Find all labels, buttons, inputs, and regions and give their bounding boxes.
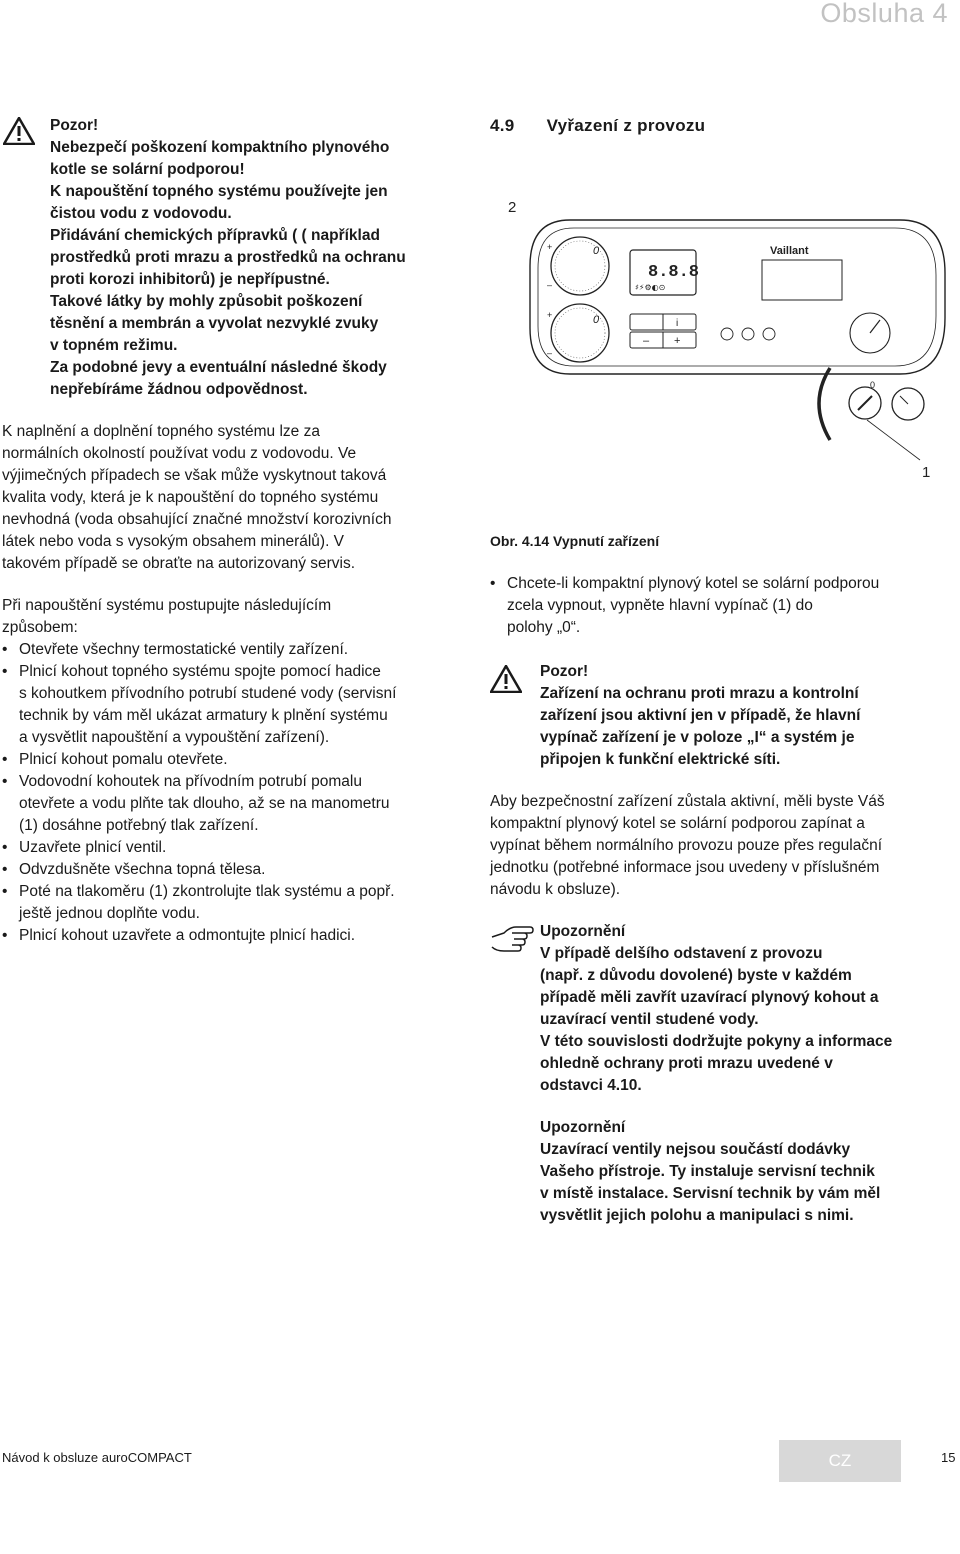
text-line: kompaktní plynový kotel se solární podporou zapínat a — [490, 815, 865, 832]
text-line: s kohoutkem přívodního potrubí studené vody (servisní — [19, 685, 397, 702]
list-item — [2, 639, 477, 661]
text-line: ještě jednou doplňte vodu. — [19, 905, 200, 922]
section-number: 4.9 — [490, 116, 515, 135]
warning-line: nepřebíráme žádnou odpovědnost. — [50, 381, 308, 398]
text-line: výjimečných případech se však může vyskytnout taková — [2, 467, 387, 484]
note-valves — [540, 1117, 958, 1227]
list-item — [2, 837, 477, 859]
text-line: způsobem: — [2, 619, 78, 636]
warning-line: Za podobné jevy a eventuální následné škody — [50, 359, 387, 376]
text-line: • Uzavřete plnicí ventil. — [19, 839, 167, 856]
section-heading — [490, 116, 705, 136]
svg-text:+: + — [547, 242, 553, 252]
page-number: 15 — [941, 1450, 956, 1465]
list-item — [2, 661, 477, 749]
warning-icon — [490, 665, 522, 693]
warning-title: Pozor! — [50, 117, 99, 134]
svg-text:0: 0 — [593, 245, 600, 257]
pointing-hand-icon — [490, 923, 534, 953]
chapter-title: Obsluha 4 — [820, 0, 948, 28]
warning-line: Takové látky by mohly způsobit poškození — [50, 293, 363, 310]
warning-block — [50, 115, 470, 401]
procedure-list — [2, 639, 477, 947]
text-line: takovém případě se obraťte na autorizovaný servis. — [2, 555, 356, 572]
footer-manual-title: Návod k obsluze auroCOMPACT — [2, 1450, 192, 1465]
text-line: jednotku (potřebné informace jsou uvedeny v příslušném — [490, 859, 880, 876]
warning-line: čistou vodu z vodovodu. — [50, 205, 232, 222]
svg-text:♯⚡⚙◐⊙: ♯⚡⚙◐⊙ — [635, 283, 666, 292]
warning-icon — [3, 117, 35, 145]
text-line: kvalita vody, která je k napouštění do topného systému — [2, 489, 379, 506]
warning-line: prostředků proti mrazu a prostředků na ochranu — [50, 249, 406, 266]
note-line: Vašeho přístroje. Ty instaluje servisní technik — [540, 1163, 875, 1180]
figure-caption: Obr. 4.14 Vypnutí zařízení — [490, 533, 660, 549]
text-line: vypínat během normálního provozu pouze přes regulační — [490, 837, 883, 854]
svg-text:–: – — [547, 348, 553, 358]
note-line: V této souvislosti dodržujte pokyny a informace — [540, 1033, 893, 1050]
note-line: V případě delšího odstavení z provozu — [540, 945, 823, 962]
text-line: • Plnicí kohout uzavřete a odmontujte plnicí hadici. — [19, 927, 356, 944]
svg-text:–: – — [643, 335, 650, 347]
text-line: K naplnění a doplnění topného systému lze za — [2, 423, 320, 440]
callout-1: 1 — [922, 464, 931, 481]
list-item — [2, 925, 477, 947]
note-title: Upozornění — [540, 923, 626, 940]
warning-line: těsnění a membrán a vyvolat nezvyklé zvuky — [50, 315, 379, 332]
warning-line: Přidávání chemických přípravků ( ( například — [50, 227, 380, 244]
text-line: polohy „0“. — [507, 619, 581, 636]
warning-line: Nebezpečí poškození kompaktního plynového — [50, 139, 390, 156]
text-line: Při napouštění systému postupujte následujícím — [2, 597, 332, 614]
text-line: • Chcete-li kompaktní plynový kotel se solární podporou — [507, 575, 880, 592]
svg-text:Vaillant: Vaillant — [770, 245, 809, 257]
svg-text:8.8.8: 8.8.8 — [648, 263, 700, 282]
note-title: Upozornění — [540, 1119, 626, 1136]
svg-text:0: 0 — [593, 314, 600, 326]
note-line: (např. z důvodu dovolené) byste v každém — [540, 967, 852, 984]
text-line: • Odvzdušněte všechna topná tělesa. — [19, 861, 266, 878]
text-line: normálních okolností používat vodu z vodovodu. Ve — [2, 445, 357, 462]
warning-title: Pozor! — [540, 663, 589, 680]
text-line: • Plnicí kohout topného systému spojte pomocí hadice — [19, 663, 381, 680]
note-line: případě měli zavřít uzavírací plynový kohout a — [540, 989, 879, 1006]
text-line: • Vodovodní kohoutek na přívodním potrubí pomalu — [19, 773, 362, 790]
warning-line: připojen k funkční elektrické síti. — [540, 751, 781, 768]
note-long-shutdown — [540, 921, 958, 1097]
list-item — [2, 881, 477, 925]
list-item — [490, 573, 958, 639]
list-item — [2, 859, 477, 881]
svg-text:+: + — [674, 335, 681, 347]
note-line: Uzavírací ventily nejsou součástí dodávky — [540, 1141, 851, 1158]
svg-text:–: – — [547, 280, 553, 290]
callout-2: 2 — [508, 199, 517, 216]
svg-text:0: 0 — [870, 380, 876, 390]
text-line: (1) dosáhne potřebný tlak zařízení. — [19, 817, 259, 834]
boiler-panel-illustration — [490, 178, 950, 488]
text-line: návodu k obsluze). — [490, 881, 621, 898]
warning-line: Zařízení na ochranu proti mrazu a kontrolní — [540, 685, 859, 702]
list-item — [2, 771, 477, 837]
warning-line: proti korozi inhibitorů) je nepřípustné. — [50, 271, 330, 288]
warning-line: K napouštění topného systému používejte jen — [50, 183, 388, 200]
text-line: • Otevřete všechny termostatické ventily zařízení. — [19, 641, 349, 658]
text-line: • Plnicí kohout pomalu otevřete. — [19, 751, 228, 768]
text-line: zcela vypnout, vypněte hlavní vypínač (1) do — [507, 597, 813, 614]
paragraph-procedure-intro — [2, 595, 472, 639]
text-line: látek nebo voda s vysokým obsahem minerálů). V — [2, 533, 345, 550]
list-item — [2, 749, 477, 771]
note-line: v místě instalace. Servisní technik by vám měl — [540, 1185, 881, 1202]
section-title: Vyřazení z provozu — [546, 116, 706, 135]
language-code: CZ — [828, 1451, 852, 1470]
paragraph-water-quality — [2, 421, 472, 575]
note-line: uzavírací ventil studené vody. — [540, 1011, 759, 1028]
warning-line: kotle se solární podporou! — [50, 161, 245, 178]
text-line: Aby bezpečnostní zařízení zůstala aktivní, měli byste Váš — [490, 793, 885, 810]
language-badge — [779, 1440, 901, 1482]
warning-block-frost — [540, 661, 955, 771]
boiler-control-figure — [490, 178, 950, 488]
note-line: odstavci 4.10. — [540, 1077, 642, 1094]
warning-line: vypínač zařízení je v poloze „I“ a systém je — [540, 729, 855, 746]
text-line: nevhodná (voda obsahující značné množství korozivních — [2, 511, 392, 528]
note-line: ohledně ochrany proti mrazu uvedené v — [540, 1055, 833, 1072]
shutdown-list — [490, 573, 958, 639]
text-line: • Poté na tlakoměru (1) zkontrolujte tlak systému a popř. — [19, 883, 395, 900]
svg-text:i: i — [676, 318, 679, 329]
text-line: technik by vám měl ukázat armatury k plnění systému — [19, 707, 388, 724]
text-line: otevřete a vodu plňte tak dlouho, až se na manometru — [19, 795, 390, 812]
note-line: vysvětlit jejich polohu a manipulaci s nimi. — [540, 1207, 854, 1224]
svg-text:+: + — [547, 310, 553, 320]
text-line: a vysvětlit napouštění a vypouštění zařízení). — [19, 729, 330, 746]
warning-line: zařízení jsou aktivní jen v případě, že hlavní — [540, 707, 861, 724]
paragraph-safety-devices — [490, 791, 958, 901]
warning-line: v topném režimu. — [50, 337, 178, 354]
